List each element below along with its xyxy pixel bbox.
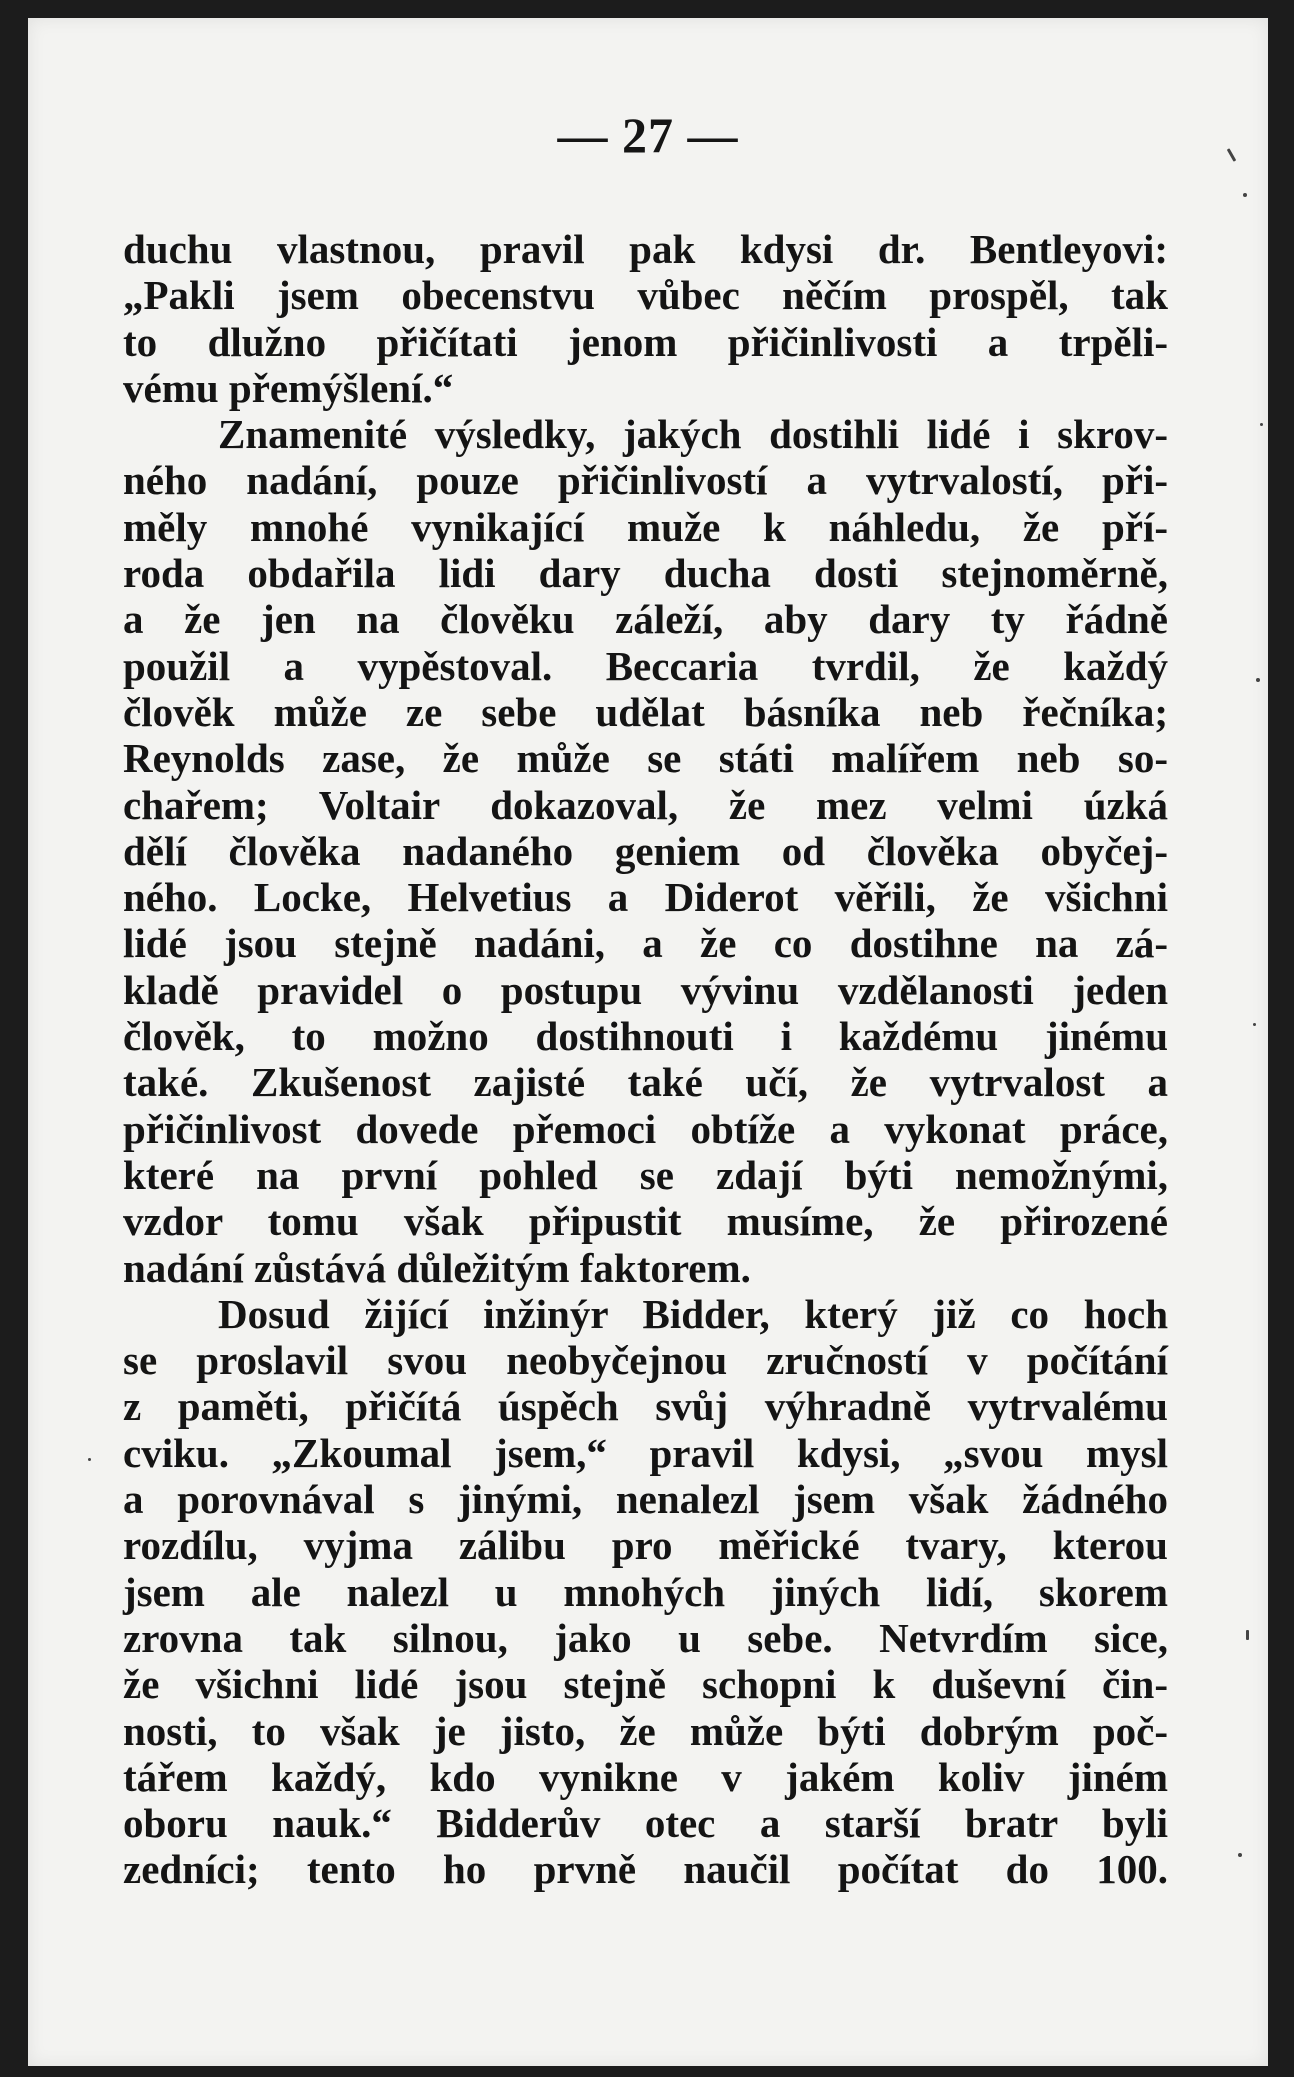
text-line: lidé jsou stejně nadáni, a že co dostihne na zá- (123, 920, 1168, 967)
text-line: že všichni lidé jsou stejně schopni k duševní čin- (123, 1661, 1168, 1708)
text-line: a porovnával s jinými, nenalezl jsem však žádného (123, 1476, 1168, 1523)
text-line: ného. Locke, Helvetius a Diderot věřili, že všichni (123, 874, 1168, 921)
text-line: Reynolds zase, že může se státi malířem neb so- (123, 735, 1168, 782)
text-line: chařem; Voltair dokazoval, že mez velmi úzká (123, 781, 1168, 828)
text-line: použil a vypěstoval. Beccaria tvrdil, že každý (123, 642, 1168, 689)
scan-speck (1243, 193, 1247, 197)
text-line: to dlužno přičítati jenom přičinlivosti a trpěli- (123, 318, 1168, 365)
scan-speck (88, 1458, 91, 1461)
text-line: člověk, to možno dostihnouti i každému jinému (123, 1013, 1168, 1060)
text-line: „Pakli jsem obecenstvu vůbec něčím prospěl, tak (123, 272, 1168, 319)
text-line: dělí člověka nadaného geniem od člověka obyčej- (123, 827, 1168, 874)
text-line: se proslavil svou neobyčejnou zručností v počítání (123, 1337, 1168, 1384)
text-line: zrovna tak silnou, jako u sebe. Netvrdím sice, (123, 1614, 1168, 1661)
text-line: roda obdařila lidi dary ducha dosti stejnoměrně, (123, 550, 1168, 597)
scan-speck (1253, 1023, 1256, 1026)
body-text (123, 226, 1168, 1893)
text-line: vzdor tomu však připustit musíme, že přirozené (123, 1198, 1168, 1245)
text-line: cviku. „Zkoumal jsem,“ pravil kdysi, „svou mysl (123, 1429, 1168, 1476)
text-line: duchu vlastnou, pravil pak kdysi dr. Bentleyovi: (123, 226, 1168, 272)
scan-speck (1246, 1630, 1249, 1640)
text-line: ného nadání, pouze přičinlivostí a vytrvalostí, při- (123, 457, 1168, 504)
text-line: a že jen na člověku záleží, aby dary ty řádně (123, 596, 1168, 643)
text-line: měly mnohé vynikající muže k náhledu, že pří- (123, 503, 1168, 550)
text-line: také. Zkušenost zajisté také učí, že vytrvalost a (123, 1059, 1168, 1106)
text-line: oboru nauk.“ Bidderův otec a starší bratr byli (123, 1800, 1168, 1847)
text-line: přičinlivost dovede přemoci obtíže a vykonat práce, (123, 1105, 1168, 1152)
text-line: Dosud žijící inžinýr Bidder, který již co hoch (218, 1290, 1168, 1337)
text-line: rozdílu, vyjma zálibu pro měřické tvary, kterou (123, 1522, 1168, 1569)
text-line: člověk může ze sebe udělat básníka neb řečníka; (123, 688, 1168, 735)
book-page (28, 18, 1268, 2066)
scan-speck (1238, 1853, 1242, 1857)
page-number: — 27 — (557, 107, 739, 163)
text-line: jsem ale nalezl u mnohých jiných lidí, skorem (123, 1568, 1168, 1615)
text-line: zedníci; tento ho prvně naučil počítat do 100. (123, 1846, 1168, 1893)
text-line: vému přemýšlení.“ (123, 364, 454, 411)
text-line: z paměti, přičítá úspěch svůj výhradně vytrvalému (123, 1383, 1168, 1430)
text-line: kladě pravidel o postupu vývinu vzdělanosti jeden (123, 966, 1168, 1013)
text-line: Znamenité výsledky, jakých dostihli lidé i skrov- (218, 411, 1168, 458)
text-line: nosti, to však je jisto, že může býti dobrým poč- (123, 1707, 1168, 1754)
text-line: které na první pohled se zdají býti nemožnými, (123, 1151, 1168, 1198)
scan-speck (1256, 678, 1260, 682)
text-line: tářem každý, kdo vynikne v jakém koliv jiném (123, 1753, 1168, 1800)
text-line: nadání zůstává důležitým faktorem. (123, 1244, 751, 1291)
scan-speck (1260, 423, 1263, 426)
